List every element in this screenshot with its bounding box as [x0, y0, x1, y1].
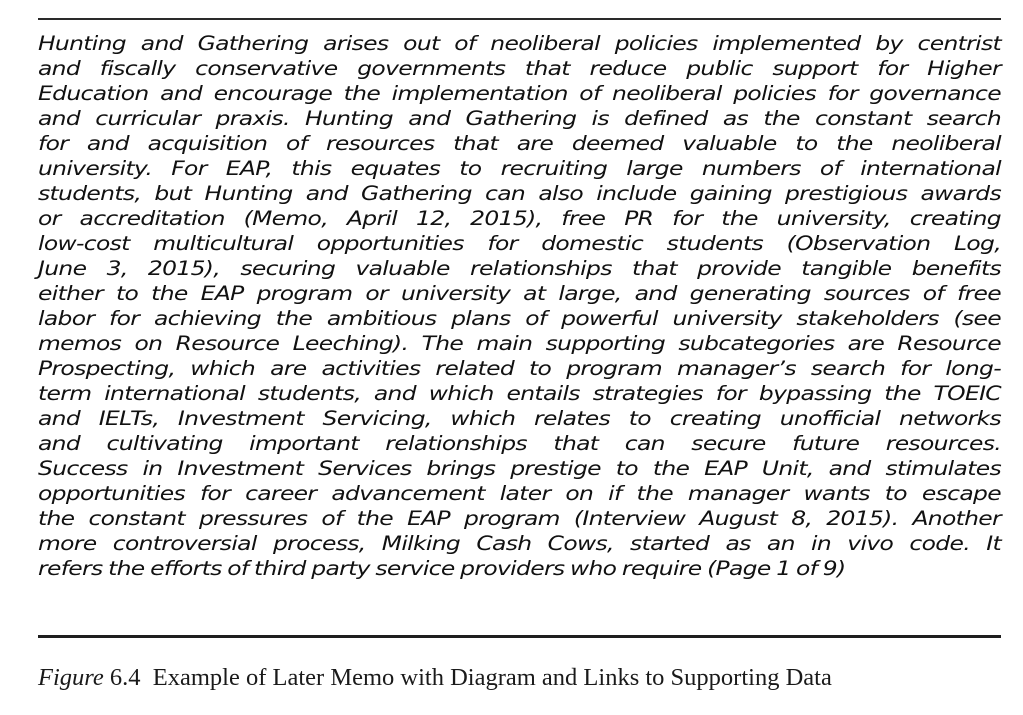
memo-line: Education and encourage the implementation of neoliberal policies for governance — [38, 82, 1002, 105]
memo-line: for and acquisition of resources that are deemed valuable to the neoliberal — [38, 132, 1002, 155]
memo-line: more controversial process, Milking Cash Cows, started as an in vivo code. It — [38, 532, 1002, 555]
memo-text-block — [38, 31, 1001, 581]
memo-line: either to the EAP program or university at large, and generating sources of free — [38, 282, 1002, 305]
memo-line: labor for achieving the ambitious plans of powerful university stakeholders (see — [38, 307, 1002, 330]
memo-line: and cultivating important relationships that can secure future resources. — [38, 432, 1002, 455]
memo-line: memos on Resource Leeching). The main supporting subcategories are Resource — [38, 332, 1002, 355]
memo-line: and fiscally conservative governments that reduce public support for Higher — [38, 57, 1002, 80]
figure-caption-text: Example of Later Memo with Diagram and Links to Supporting Data — [152, 664, 832, 691]
memo-line: the constant pressures of the EAP program (Interview August 8, 2015). Another — [38, 507, 1002, 530]
memo-line: term international students, and which entails strategies for bypassing the TOEIC — [38, 382, 1002, 405]
memo-line: students, but Hunting and Gathering can also include gaining prestigious awards — [38, 182, 1002, 205]
figure-number: 6.4 — [109, 664, 141, 691]
memo-line: Hunting and Gathering arises out of neoliberal policies implemented by centrist — [38, 32, 1002, 55]
memo-line: Prospecting, which are activities related to program manager’s search for long- — [38, 357, 1002, 380]
figure-caption — [38, 664, 832, 692]
figure-label: Figure — [38, 664, 104, 691]
memo-line: university. For EAP, this equates to recruiting large numbers of international — [38, 157, 1002, 180]
bottom-rule — [38, 635, 1001, 638]
memo-line: and IELTs, Investment Servicing, which relates to creating unofficial networks — [38, 407, 1002, 430]
memo-line: June 3, 2015), securing valuable relationships that provide tangible benefits — [38, 257, 1002, 280]
memo-line: opportunities for career advancement later on if the manager wants to escape — [38, 482, 1002, 505]
top-rule — [38, 18, 1001, 20]
memo-line: low-cost multicultural opportunities for domestic students (Observation Log, — [38, 232, 1002, 255]
memo-line: refers the efforts of third party service providers who require (Page 1 of 9) — [38, 557, 846, 580]
memo-line: or accreditation (Memo, April 12, 2015), free PR for the university, creating — [38, 207, 1002, 230]
memo-line: Success in Investment Services brings prestige to the EAP Unit, and stimulates — [38, 457, 1002, 480]
memo-line: and curricular praxis. Hunting and Gathering is defined as the constant search — [38, 107, 1002, 130]
